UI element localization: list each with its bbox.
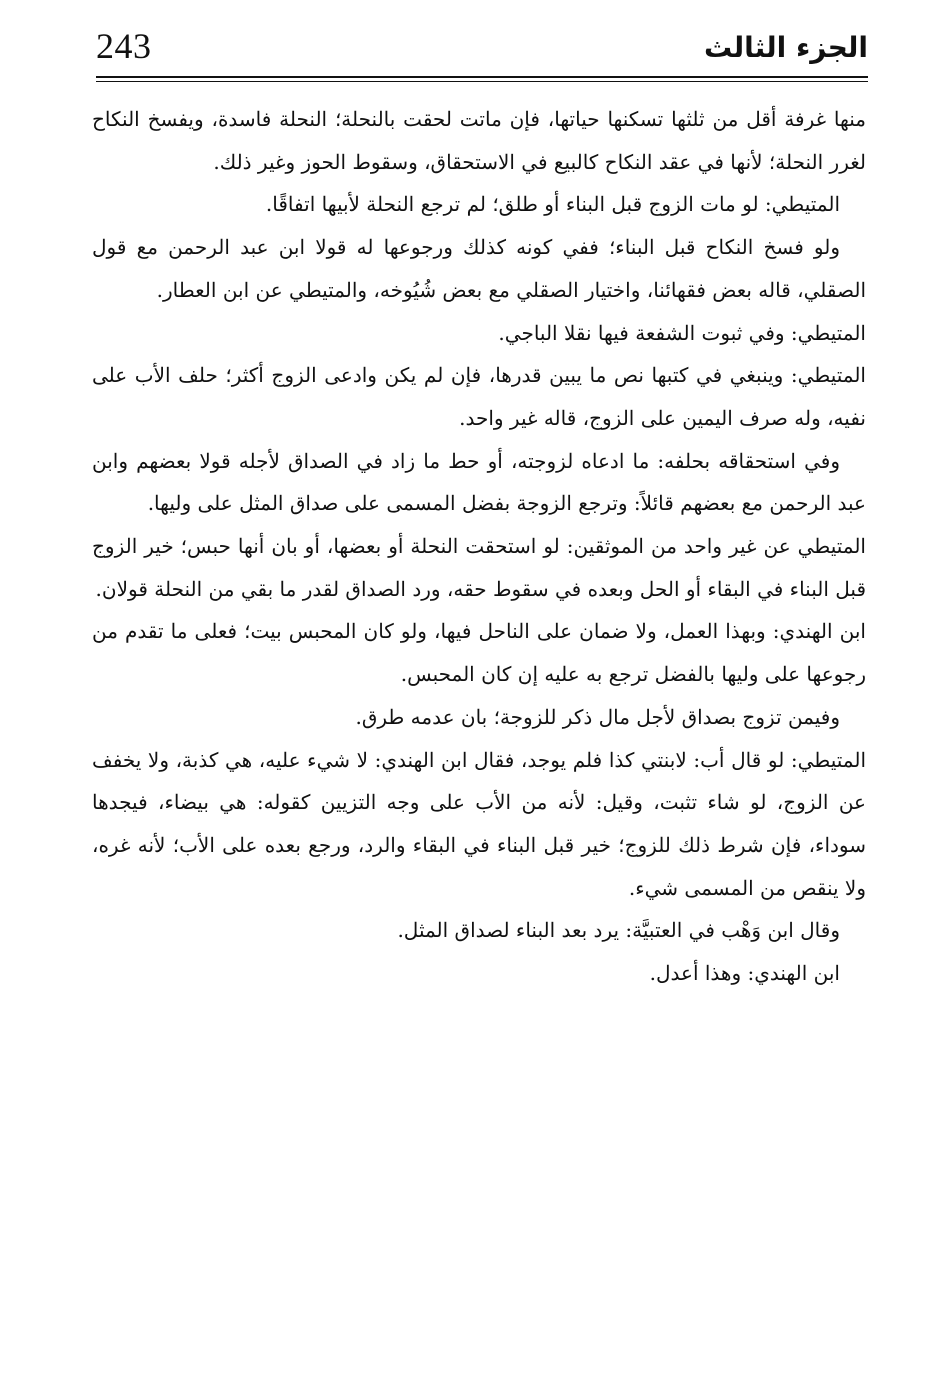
paragraph: المتيطي: وينبغي في كتبها نص ما يبين قدرها، فإن لم يكن وادعى الزوج أكثر؛ حلف الأب على نفيه، وله صرف اليمين على الزوج، قاله غير واحد. [92, 363, 866, 430]
paragraph: المتيطي عن غير واحد من الموثقين: لو استحقت النحلة أو بعضها، أو بان أنها حبس؛ خير الزوج قبل البناء في البقاء أو الحل وبعده في سقوط حقه، ورد الصداق لقدر ما بقي من النحلة قولان. [92, 534, 866, 601]
paragraph: المتيطي: وفي ثبوت الشفعة فيها نقلا الباجي. [498, 320, 866, 345]
paragraph: المتيطي: لو قال أب: لابنتي كذا فلم يوجد، فقال ابن الهندي: لا شيء عليه، هي كذبة، ولا يخفف عن الزوج، لو شاء تثبت، وقيل: لأنه من الأب على وجه التزيين كقوله: هي بيضاء، فيجدها سوداء، فإن شرط ذلك للزوج؛ خير قبل البناء في البقاء والرد، ورجع بعده على الأب؛ لأنه غره، ولا ينقص من المسمى شيء. [92, 747, 866, 900]
header-rule [96, 76, 868, 78]
paragraph: ابن الهندي: وهذا أعدل. [649, 961, 840, 986]
paragraph: ولو فسخ النكاح قبل البناء؛ ففي كونه كذلك ورجوعها له قولا ابن عبد الرحمن مع قول الصقلي، قاله بعض فقهائنا، واختيار الصقلي مع بعض شُيُوخه، والمتيطي عن ابن العطار. [92, 235, 866, 302]
paragraph: ابن الهندي: وبهذا العمل، ولا ضمان على الناحل فيها، ولو كان المحبس بيت؛ فعلى ما تقدم من رجوعها على وليها بالفضل ترجع به عليه إن كان المحبس. [92, 619, 866, 687]
running-title: الجزء الثالث [704, 31, 868, 64]
paragraph: وقال ابن وَهْب في العتبيَّة: يرد بعد البناء لصداق المثل. [397, 918, 840, 943]
page-header [96, 22, 868, 70]
page-number: 243 [96, 26, 152, 66]
paragraph: وفيمن تزوج بصداق لأجل مال ذكر للزوجة؛ بان عدمه طرق. [355, 704, 840, 729]
paragraph: المتيطي: لو مات الزوج قبل البناء أو طلق؛ لم ترجع النحلة لأبيها اتفاقًا. [265, 192, 840, 217]
body-text [92, 98, 866, 995]
paragraph: وفي استحقاقه بحلفه: ما ادعاه لزوجته، أو حط ما زاد في الصداق لأجله قولا بعضهم وابن عبد الرحمن مع بعضهم قائلاً: وترجع الزوجة بفضل المسمى على صداق المثل على وليها. [92, 448, 866, 516]
paragraph: منها غرفة أقل من ثلثها تسكنها حياتها، فإن ماتت لحقت بالنحلة؛ النحلة فاسدة، ويفسخ النكاح لغرر النحلة؛ لأنها في عقد النكاح كالبيع في الاستحقاق، وسقوط الحوز وغير ذلك. [92, 107, 866, 174]
